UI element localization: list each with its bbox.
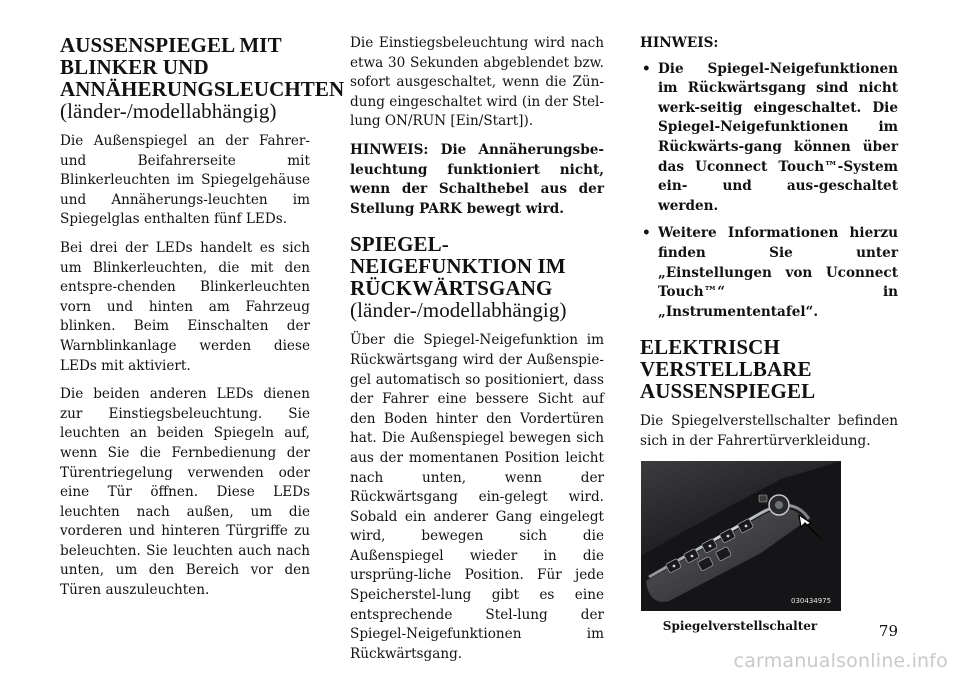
page-number: 79: [878, 622, 898, 640]
paragraph: Die Außenspiegel an der Fahrer- und Beifahrerseite mit Blinkerleuchten im Spiegelgehäuse und Annäherungs-leuchten im Spiegelglas enthalten fünf LEDs.: [60, 133, 310, 228]
door-panel-illustration: [641, 461, 841, 611]
figure-code: 030434975: [791, 596, 832, 605]
note-bullet: • Die Spiegel-Neigefunktionen im Rückwärtsgang sind nicht werk-seitig eingeschaltet. Die Spiegel-Neigefunktionen im Rückwärts-gang können über das Uconnect Touch™-System ein- und aus-geschaltet werden.: [640, 60, 898, 217]
paragraph: Die beiden anderen LEDs dienen zur Einstiegsbeleuchtung. Sie leuchten an beiden Spiegeln auf, wenn Sie die Fernbedienung der Türentriegelung verwenden oder eine Tür öffnen. Diese LEDs leuchten nach außen, um die vorderen und hinteren Türgriffe zu beleuchten. Sie leuchten auch nach unten, um den Bereich vor den Türen auszuleuchten.: [60, 386, 310, 599]
paragraph: Über die Spiegel-Neigefunktion im Rückwärtsgang wird der Außenspie-gel automatisch so positioniert, dass der Fahrer eine bessere Sicht auf den Boden hinter den Vordertüren hat. Die Außenspiegel bewegen sich aus der momentanen Position leicht nach unten, wenn der Rückwärtsgang ein-gelegt wird. Sobald ein anderer Gang eingelegt wird, bewegen sich die Außenspiegel wieder in die ursprüng-liche Position. Für jede Speicherstel-lung gibt es eine entsprechende Stel-lung der Spiegel-Neigefunktionen im Rückwärtsgang.: [350, 332, 604, 662]
note-label: HINWEIS:: [640, 35, 719, 51]
heading-sub: (länder-/modellabhängig): [350, 298, 567, 323]
note-bullet: • Weitere Informationen hierzu finden Sie unter „Einstellungen von Uconnect Touch™“ in „Instrumententafel“.: [640, 224, 898, 322]
paragraph: Die Spiegelverstellschalter befinden sich in der Fahrertürverkleidung.: [640, 413, 898, 449]
column-left: [60, 33, 345, 610]
mirror-switch-photo: [641, 461, 841, 611]
paragraph: Bei drei der LEDs handelt es sich um Blinkerleuchten, die mit den entspre-chenden Blinkerleuchten vorn und hinten am Fahrzeug blinken. Beim Einschalten der Warnblinkanlage werden diese LEDs mit aktiviert.: [60, 239, 310, 374]
figure-caption: Spiegelverstellschalter: [662, 618, 818, 633]
column-right: [640, 34, 898, 633]
column-middle: [350, 34, 604, 673]
section-heading-reverse-tilt: [350, 233, 604, 321]
watermark: carmanualsonline.info: [733, 650, 948, 672]
heading-sub: (länder-/modellabhängig): [60, 99, 277, 123]
heading-main: SPIEGEL-NEIGEFUNKTION IM RÜCKWÄRTSGANG: [350, 232, 566, 301]
note-bullet-list: [640, 60, 898, 323]
section-heading-turn-signal-mirrors: [60, 33, 345, 123]
paragraph: Die Einstiegsbeleuchtung wird nach etwa 30 Sekunden abgeblendet bzw. sofort ausgeschaltet, wenn die Zün-dung eingeschaltet wird (in der Stel-lung ON/RUN [Ein/Start]).: [350, 35, 604, 130]
section-heading-power-mirrors: ELEKTRISCH VERSTELLBARE AUSSENSPIEGEL: [640, 335, 816, 404]
note-paragraph: HINWEIS: Die Annäherungsbe-leuchtung funktioniert nicht, wenn der Schalthebel aus der Stellung PARK bewegt wird.: [350, 141, 604, 217]
heading-main: AUSSENSPIEGEL MIT BLINKER UND ANNÄHERUNGSLEUCHTEN: [60, 33, 345, 101]
